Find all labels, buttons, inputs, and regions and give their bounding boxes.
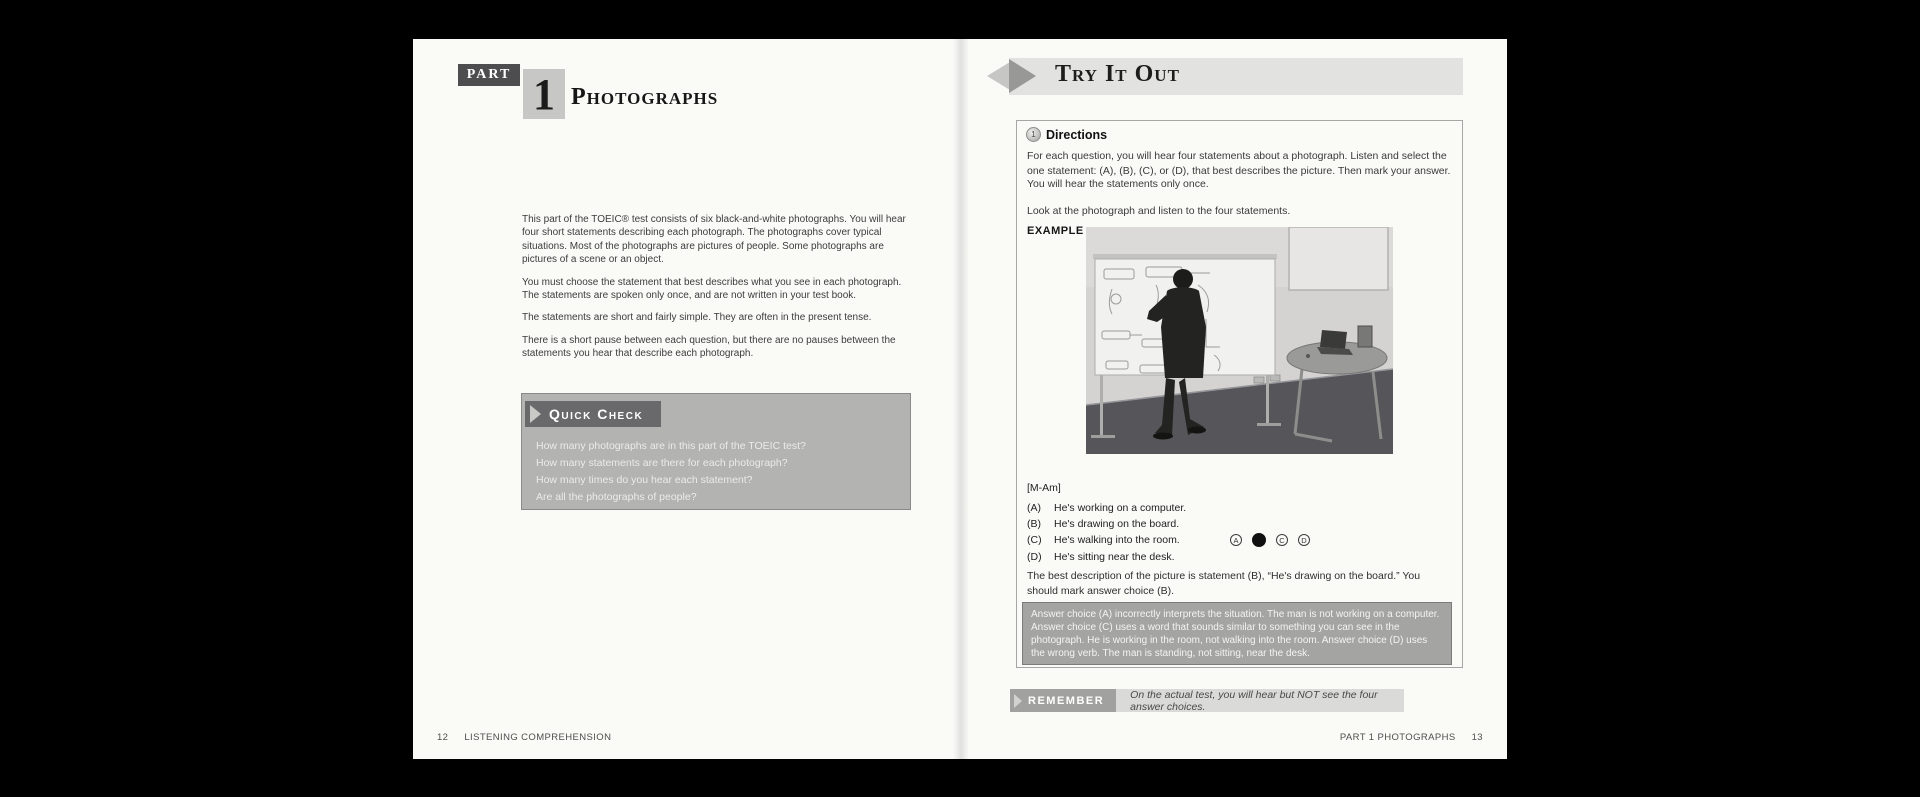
answer-options bbox=[1027, 500, 1186, 565]
paragraph: There is a short pause between each question, but there are no pauses between the statements you hear that describe each photograph. bbox=[522, 334, 896, 360]
quick-check-title: Quick Check bbox=[549, 406, 644, 422]
directions-title: Directions bbox=[1046, 127, 1108, 142]
part-badge: PART bbox=[458, 64, 520, 86]
example-label: EXAMPLE bbox=[1027, 225, 1084, 237]
option-row bbox=[1027, 549, 1186, 565]
option-letter: (D) bbox=[1027, 550, 1042, 563]
triangle-left-icon bbox=[987, 62, 1010, 90]
directions-header bbox=[1026, 127, 1107, 142]
intro-paragraphs bbox=[522, 213, 912, 370]
left-page bbox=[413, 39, 960, 759]
try-it-out-banner bbox=[1009, 58, 1463, 95]
option-letter: (A) bbox=[1027, 502, 1041, 514]
remember-label: REMEMBER bbox=[1028, 694, 1105, 707]
triangle-right-icon bbox=[1009, 59, 1036, 93]
paragraph: You must choose the statement that best describes what you see in each photograph. The statements are spoken only once, and are not written in your test book. bbox=[522, 276, 902, 302]
answer-bubble-a: A bbox=[1230, 534, 1242, 546]
explanation-box bbox=[1022, 602, 1452, 665]
option-text: He's walking into the room. bbox=[1054, 534, 1180, 547]
answer-bubble-d: D bbox=[1298, 534, 1310, 546]
paragraph: The statements are short and fairly simple. They are often in the present tense. bbox=[522, 312, 872, 324]
answer-bubble-c: C bbox=[1276, 534, 1288, 546]
directions-once-line: You will hear the statements only once. bbox=[1027, 178, 1209, 190]
answer-bubbles bbox=[1230, 533, 1310, 547]
option-row bbox=[1027, 516, 1186, 532]
option-letter: (B) bbox=[1027, 518, 1041, 531]
right-page bbox=[960, 39, 1507, 759]
quick-check-box bbox=[521, 393, 911, 510]
remember-badge bbox=[1010, 689, 1116, 712]
banner-title: Try It Out bbox=[1055, 61, 1180, 87]
quick-check-questions bbox=[536, 438, 806, 506]
wall-socket bbox=[1254, 377, 1264, 383]
directions-intro: For each question, you will hear four statements about a photograph. Listen and select the one statement: (A), (B), (C), or (D), that best describes the picture. Then mark your answer. bbox=[1027, 150, 1451, 177]
page-title: Photographs bbox=[571, 84, 719, 110]
audio-track-icon: 1 bbox=[1026, 127, 1041, 142]
quick-check-question: How many times do you hear each statement? bbox=[536, 474, 753, 486]
option-text: He's working on a computer. bbox=[1054, 502, 1187, 514]
laptop bbox=[1320, 330, 1347, 349]
page-footer-left bbox=[437, 732, 611, 743]
picture-frame bbox=[1358, 326, 1372, 347]
option-row bbox=[1027, 532, 1186, 548]
remember-text: On the actual test, you will hear but NOT see the four answer choices. bbox=[1130, 688, 1378, 713]
option-row bbox=[1027, 500, 1186, 516]
wall-socket bbox=[1270, 375, 1280, 381]
best-description: The best description of the picture is statement (B), “He's drawing on the board.” You should mark answer choice (B). bbox=[1027, 570, 1421, 597]
paragraph: This part of the TOEIC® test consists of six black-and-white photographs. You will hear four short statements describing each photograph. The photographs cover typical situations. Most of the photographs are pictures of people. Some photographs are pictures of a scene or an object. bbox=[522, 214, 906, 266]
answer-bubble-b-filled bbox=[1252, 533, 1266, 547]
speaker-tag: [M-Am] bbox=[1027, 482, 1061, 494]
example-photo bbox=[1086, 227, 1393, 454]
projection-screen bbox=[1289, 227, 1388, 290]
section-label: PART 1 PHOTOGRAPHS bbox=[1339, 732, 1456, 743]
book-spread bbox=[413, 39, 1507, 759]
page-number: 12 bbox=[437, 732, 449, 743]
quick-check-question: Are all the photographs of people? bbox=[536, 491, 697, 503]
section-label: LISTENING COMPREHENSION bbox=[464, 732, 612, 743]
quick-check-badge bbox=[525, 401, 661, 427]
part-number: 1 bbox=[523, 69, 565, 119]
directions-box bbox=[1016, 120, 1463, 668]
explanation-text: Answer choice (A) incorrectly interprets the situation. The man is not working on a computer. Answer choice (C) uses a word that sounds similar to something you can see in the photograph. He is working in the room, not walking into the room. Answer choice (D) uses the wrong verb. The man is standing, not sitting, near the desk. bbox=[1031, 609, 1440, 659]
quick-check-question: How many photographs are in this part of the TOEIC test? bbox=[536, 440, 806, 452]
arrow-right-icon bbox=[1014, 694, 1022, 708]
remember-bar bbox=[1010, 689, 1404, 712]
arrow-right-icon bbox=[530, 405, 541, 423]
page-number: 13 bbox=[1471, 732, 1483, 743]
page-footer-right bbox=[1340, 732, 1483, 743]
option-letter: (C) bbox=[1027, 534, 1042, 547]
quick-check-question: How many statements are there for each photograph? bbox=[536, 457, 788, 469]
option-text: He's sitting near the desk. bbox=[1054, 550, 1175, 563]
look-instruction: Look at the photograph and listen to the four statements. bbox=[1027, 205, 1291, 217]
option-text: He's drawing on the board. bbox=[1054, 518, 1180, 531]
